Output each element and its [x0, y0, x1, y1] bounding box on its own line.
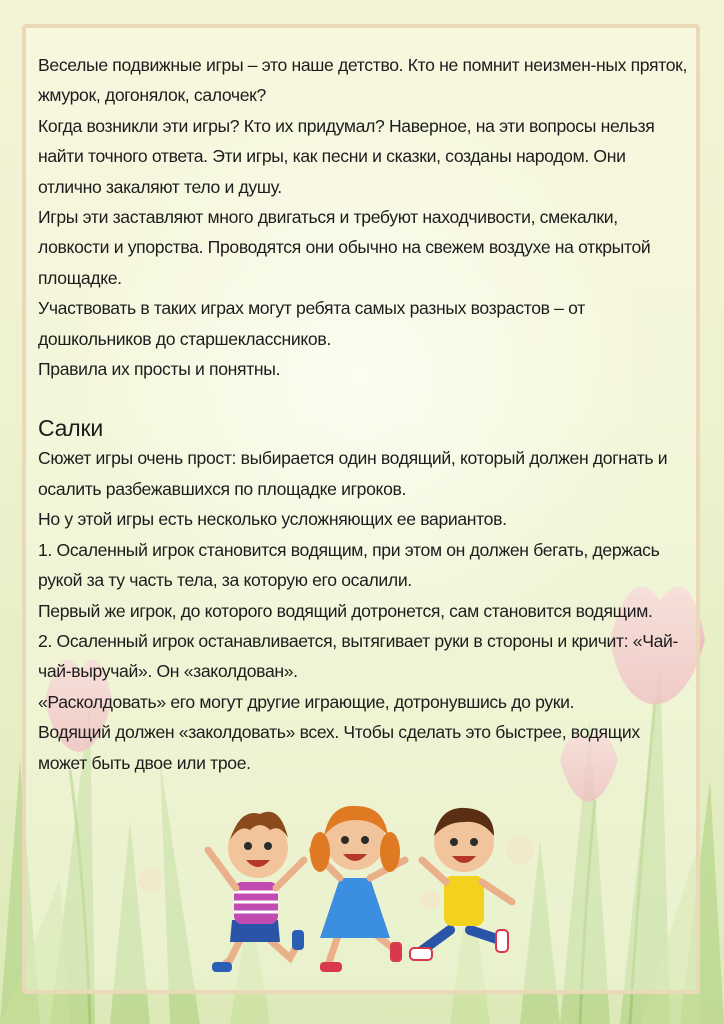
- section-paragraph-7: Водящий должен «заколдовать» всех. Чтобы сделать это быстрее, водящих может быть двое или трое.: [38, 722, 640, 773]
- section-paragraph-5: 2. Осаленный игрок останавливается, вытягивает руки в стороны и кричит: «Чай-чай-выручай». Он «заколдован».: [38, 630, 679, 682]
- intro-paragraph-4: Участвовать в таких играх могут ребята самых разных возрастов – от дошкольников до старшеклассников.: [38, 298, 585, 349]
- boy-left-figure: [208, 812, 304, 972]
- intro-paragraph-1: Веселые подвижные игры – это наше детство. Кто не помнит неизмен-ных пряток, жмурок, догонялок, салочек?: [38, 55, 688, 106]
- intro-paragraph-2: Когда возникли эти игры? Кто их придумал? Наверное, на эти вопросы нельзя найти точного ответа. Эти игры, как песни и сказки, созданы народом. Они отлично закаляют тело и душу.: [38, 115, 655, 197]
- section-paragraph-2: Но у этой игры есть несколько усложняющих ее вариантов.: [38, 509, 507, 530]
- girl-figure: [310, 806, 405, 972]
- section-paragraph-3: 1. Осаленный игрок становится водящим, при этом он должен бегать, держась рукой за ту часть тела, за которую его осалили.: [38, 539, 660, 591]
- section-title: Салки: [38, 415, 103, 442]
- section-paragraph-4: Первый же игрок, до которого водящий дотронется, сам становится водящим.: [38, 600, 653, 621]
- section-paragraph-6: «Расколдовать» его могут другие играющие, дотронувшись до руки.: [38, 691, 575, 712]
- article: [38, 50, 693, 778]
- intro-paragraph-5: Правила их просты и понятны.: [38, 359, 281, 380]
- children-illustration: [200, 790, 530, 980]
- boy-right-figure: [410, 808, 512, 960]
- intro-paragraph-3: Игры эти заставляют много двигаться и требуют находчивости, смекалки, ловкости и упорства. Проводятся они обычно на свежем воздухе на открытой площадке.: [38, 207, 651, 288]
- section-paragraph-1: Сюжет игры очень прост: выбирается один водящий, который должен догнать и осалить разбежавшихся по площадке игроков.: [38, 448, 668, 499]
